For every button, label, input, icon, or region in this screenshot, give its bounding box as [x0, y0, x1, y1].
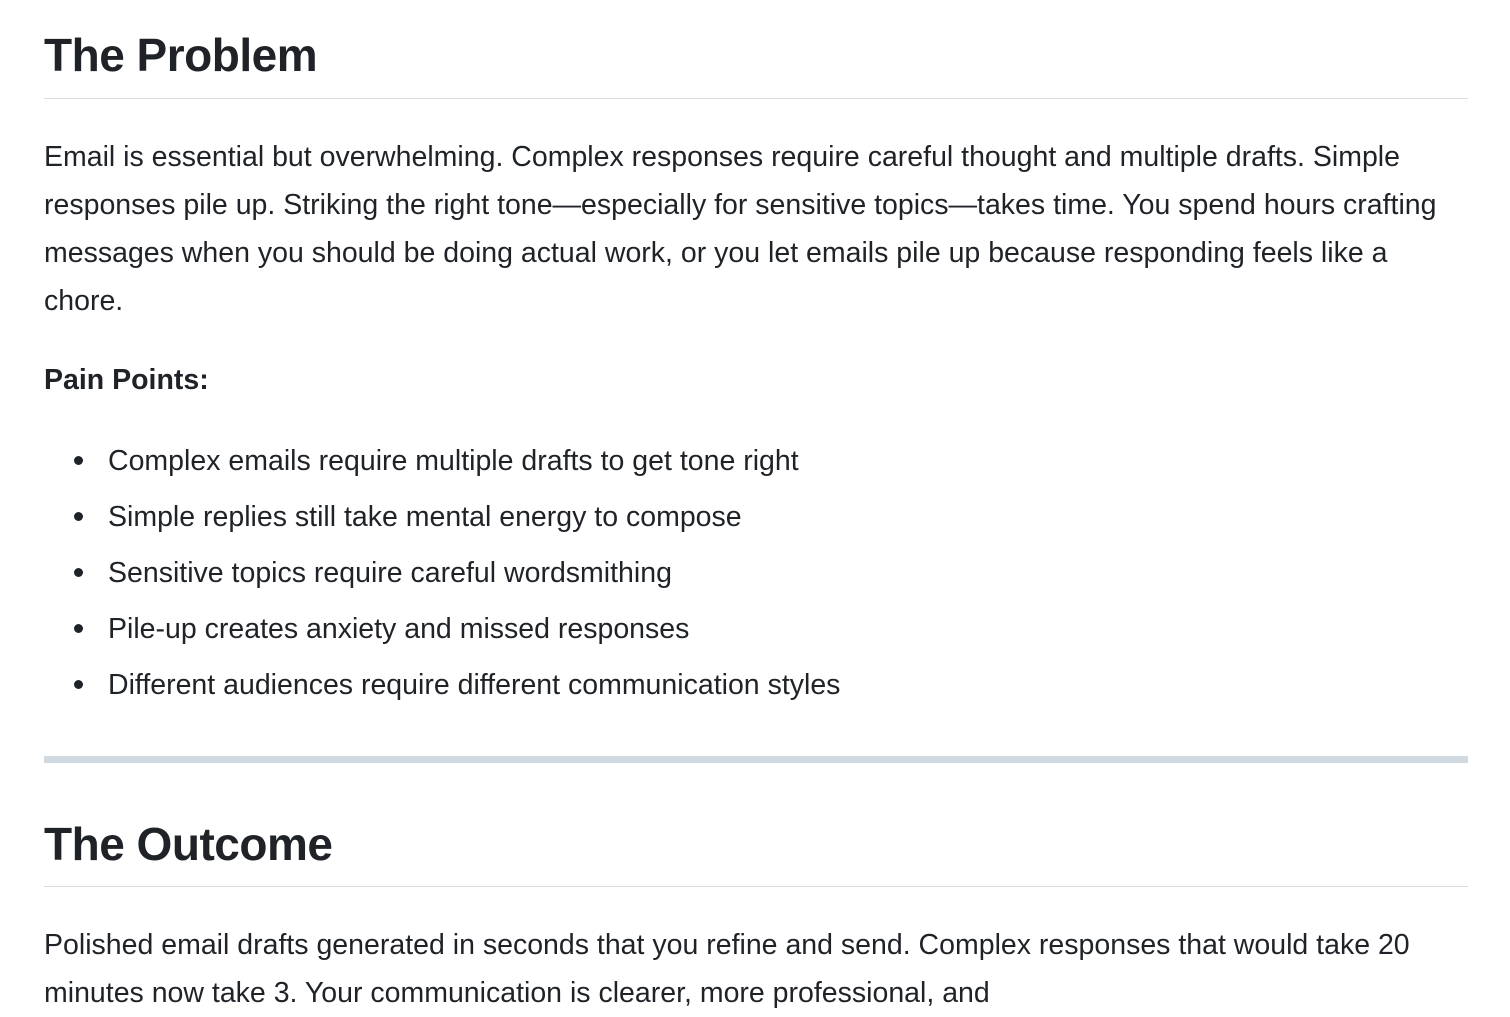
problem-paragraph: Email is essential but overwhelming. Complex responses require careful thought and multiple drafts. Simple responses pile up. Striking the right tone—especially for sensitive topics—takes time. You spend hours crafting messages when you should be doing actual work, or you let emails pile up because responding feels like a chore. [44, 141, 1437, 317]
list-item-text: Pile-up creates anxiety and missed responses [108, 613, 690, 645]
bullet-icon [74, 680, 83, 689]
bullet-icon [74, 624, 83, 633]
heading-the-problem: The Problem [44, 29, 318, 81]
section-divider [44, 756, 1468, 763]
pain-points-label: Pain Points: [44, 364, 209, 396]
heading-underline [44, 886, 1468, 887]
list-item [44, 604, 840, 660]
heading-the-outcome: The Outcome [44, 818, 333, 870]
outcome-paragraph: Polished email drafts generated in seconds that you refine and send. Complex responses that would take 20 minutes now take 3. Your communication is clearer, more professional, and [44, 929, 1410, 1009]
list-item-text: Complex emails require multiple drafts to get tone right [108, 445, 799, 477]
bullet-icon [74, 456, 83, 465]
heading-underline [44, 98, 1468, 99]
list-item-text: Simple replies still take mental energy to compose [108, 501, 742, 533]
list-item [44, 548, 840, 604]
bullet-icon [74, 512, 83, 521]
list-item [44, 436, 840, 492]
list-item-text: Different audiences require different communication styles [108, 669, 841, 701]
list-item [44, 492, 840, 548]
list-item [44, 660, 840, 716]
bullet-icon [74, 568, 83, 577]
list-item-text: Sensitive topics require careful wordsmithing [108, 557, 672, 589]
pain-points-list [44, 436, 840, 716]
